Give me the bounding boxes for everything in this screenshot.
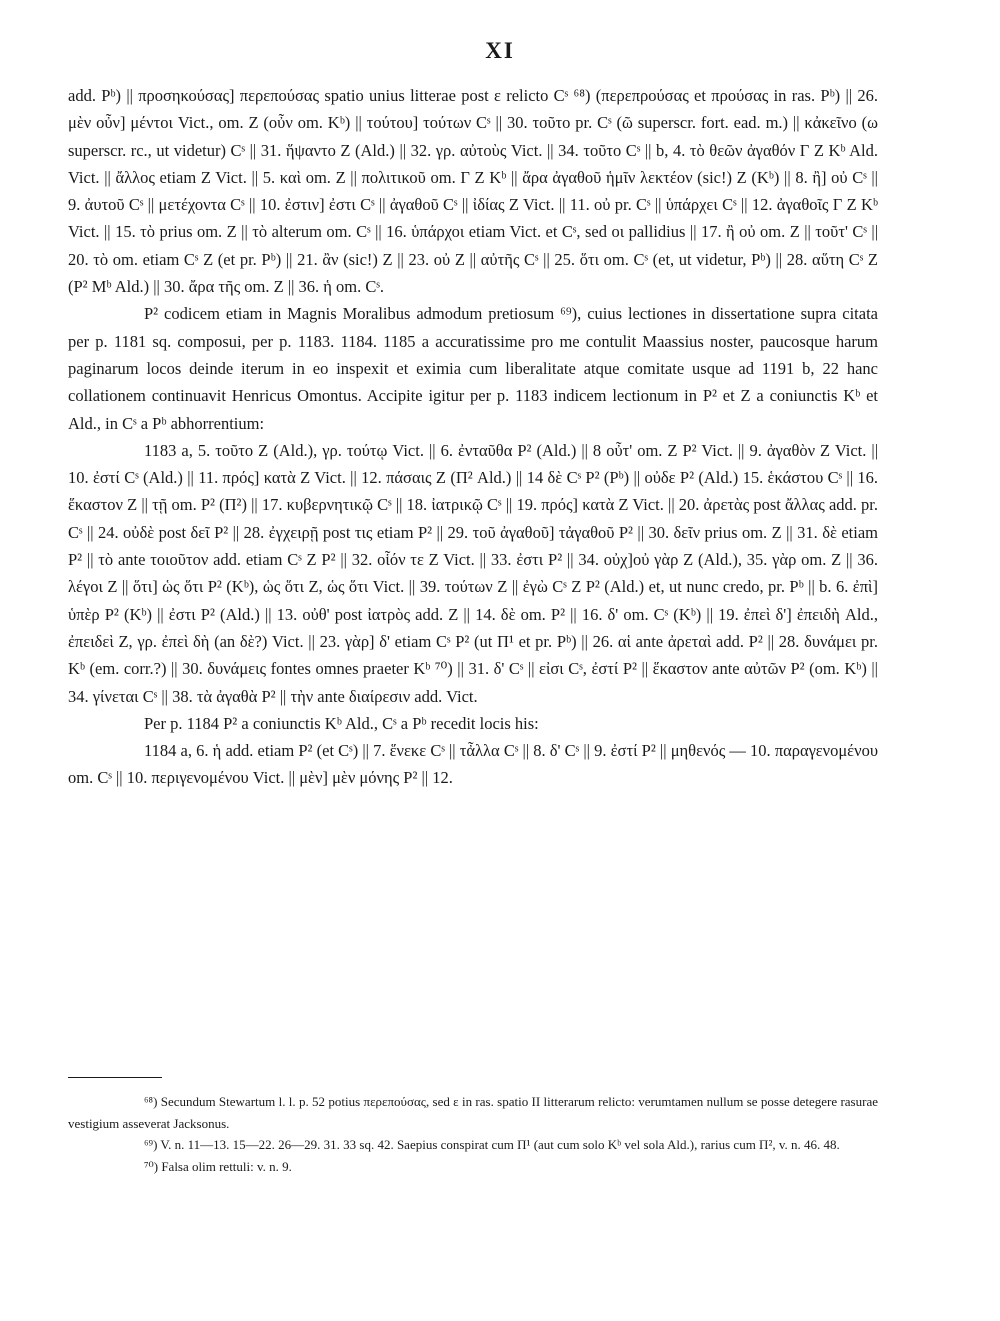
footnote-69: ⁶⁹) V. n. 11—13. 15—22. 26—29. 31. 33 sq. 42. Saepius conspirat cum Π¹ (aut cum solo Kᵇ vel sola Ald.), rarius cum Π², v. n. 46. 48. bbox=[144, 1137, 840, 1152]
main-text bbox=[68, 82, 878, 792]
paragraph-apparatus-continuation: add. Pᵇ) || προσηκούσας] περεπούσας spatio unius litterae post ε relicto Cˢ ⁶⁸) (περεπρούσας et προύσας in ras. Pᵇ) || 26. μὲν οὖν] μέντοι Vict., om. Z (οὖν om. Kᵇ) || τούτου] τούτων Cˢ || 30. τοῦτο pr. Cˢ (ῶ superscr. fort. ead. m.) || κἀκεῖνο (ω superscr. rc., ut videtur) Cˢ || 31. ἥψαντο Z (Ald.) || 32. γρ. αὐτοὺς Vict. || 34. τοῦτο Cˢ || b, 4. τὸ θεῶν ἀγαθόν Γ Z Kᵇ Ald. Vict. || ἄλλος etiam Z Vict. || 5. καὶ om. Z || πολιτικοῦ om. Γ Z Kᵇ || ἄρα ἀγαθοῦ ἡμῖν λεκτέον (sic!) Z (Kᵇ) || 8. ἢ] οὐ Cˢ || 9. ἀυτοῦ Cˢ || μετέχοντα Cˢ || 10. ἐστιν] ἐστι Cˢ || ἀγαθοῦ Cˢ || ἰδίας Z Vict. || 11. οὐ pr. Cˢ || ὑπάρχει Cˢ || 12. ἀγαθοῖς Γ Z Kᵇ Vict. || 15. τὸ prius om. Z || τὸ alterum om. Cˢ || 16. ὑπάρχοι etiam Vict. et Cˢ, sed οι pallidius || 17. ἢ οὐ om. Z || τοῦτ' Cˢ || 20. τὸ om. etiam Cˢ Z (et pr. Pᵇ) || 21. ἂν (sic!) Z || 23. οὐ Z || αὐτῆς Cˢ || 25. ὅτι om. Cˢ (et, ut videtur, Pᵇ) || 28. αὕτη Cˢ Z (P² Mᵇ Ald.) || 30. ἄρα τῆς om. Z || 36. ἡ om. Cˢ. bbox=[68, 86, 878, 297]
footnote-68: ⁶⁸) Secundum Stewartum l. l. p. 52 potius περεπούσας, sed ε in ras. spatio II litterarum relicto: verumtamen nullum se posse detegere rasurae vestigium asseverat Jacksonus. bbox=[68, 1094, 878, 1131]
page-number: XI bbox=[485, 38, 515, 63]
footnote-divider bbox=[68, 1077, 162, 1078]
paragraph-p2-codex: P² codicem etiam in Magnis Moralibus admodum pretiosum ⁶⁹), cuius lectiones in dissertatione supra citata per p. 1181 sq. composui, per p. 1183. 1184. 1185 a accuratissime pro me contulit Maassius noster, paucosque harum paginarum locos deinde iterum in eo inspexit et eximia cum liberalitate atque comitate usque ad 1191 b, 22 hanc collationem continuavit Henricus Omontus. Accipite igitur per p. 1183 indicem lectionum in P² et Z a coniunctis Kᵇ et Ald., in Cˢ a Pᵇ abhorrentium: bbox=[68, 304, 878, 433]
footnote-70: ⁷⁰) Falsa olim rettuli: v. n. 9. bbox=[144, 1158, 292, 1174]
footnotes bbox=[68, 1091, 878, 1177]
paragraph-apparatus-1184: 1184 a, 6. ἡ add. etiam P² (et Cˢ) || 7. ἕνεκε Cˢ || τἆλλα Cˢ || 8. δ' Cˢ || 9. ἐστί P² || μηθενός — 10. παραγενομένου om. Cˢ || 10. περιγενομένου Vict. || μὲν] μὲν μόνης P² || 12. bbox=[68, 741, 878, 788]
paragraph-p1184-intro: Per p. 1184 P² a coniunctis Kᵇ Ald., Cˢ a Pᵇ recedit locis his: bbox=[144, 713, 539, 733]
paragraph-apparatus-1183: 1183 a, 5. τοῦτο Z (Ald.), γρ. τούτῳ Vict. || 6. ἐνταῦθα P² (Ald.) || 8 οὖτ' om. Z P² Vict. || 9. ἀγαθὸν Z Vict. || 10. ἐστί Cˢ (Ald.) || 11. πρός] κατὰ Z Vict. || 12. πάσαις Z (Π² Ald.) || 14 δὲ Cˢ P² (Pᵇ) || οὐδε P² (Ald.) 15. ἑκάστου Cˢ || 16. ἕκαστον Z || τῇ om. P² (Π²) || 17. κυβερνητικῷ Cˢ || 18. ἰατρικῷ Cˢ || 19. πρός] κατὰ Z Vict. || 20. ἀρετὰς post ἄλλας add. pr. Cˢ || 24. οὐδὲ post δεῖ P² || 28. ἐγχειρῇ post τις etiam P² || 29. τοῦ ἀγαθοῦ] τἀγαθοῦ P² || 30. δεῖν prius om. Z || 31. δὲ etiam P² || τὸ ante τοιοῦτον add. etiam Cˢ Z P² || 32. οἷόν τε Z Vict. || 33. ἐστι P² || 34. οὐχ]οὐ γὰρ Z (Ald.), 35. γὰρ om. Z || 36. λέγοι Z || ὅτι] ὡς ὅτι P² (Kᵇ), ὡς ὅτι Z, ὡς ὅτι Vict. || 39. τούτων Z || ἐγὼ Cˢ Z P² (Ald.) et, ut nunc credo, pr. Pᵇ || b. 6. ἐπὶ] ὑπὲρ P² (Kᵇ) || ἐστι P² (Ald.) || 13. οὐθ' post ἰατρὸς add. Z || 14. δὲ om. P² || 16. δ' om. Cˢ (Kᵇ) || 19. ἐπεὶ δ'] ἐπειδὴ Ald., ἐπειδεὶ Z, γρ. ἐπεὶ δὴ (an δὲ?) Vict. || 23. γὰρ] δ' etiam Cˢ P² (ut Π¹ et pr. Pᵇ) || 26. αἱ ante ἀρεταὶ add. P² || 28. δυνάμει pr. Kᵇ (em. corr.?) || 30. δυνάμεις fontes omnes praeter Kᵇ ⁷⁰) || 31. δ' Cˢ || εἰσι Cˢ, ἐστί P² || ἕκαστον ante αὐτῶν P² (om. Kᵇ) || 34. γίνεται Cˢ || 38. τὰ ἀγαθὰ P² || τὴν ante διαίρεσιν add. Vict. bbox=[68, 440, 878, 706]
